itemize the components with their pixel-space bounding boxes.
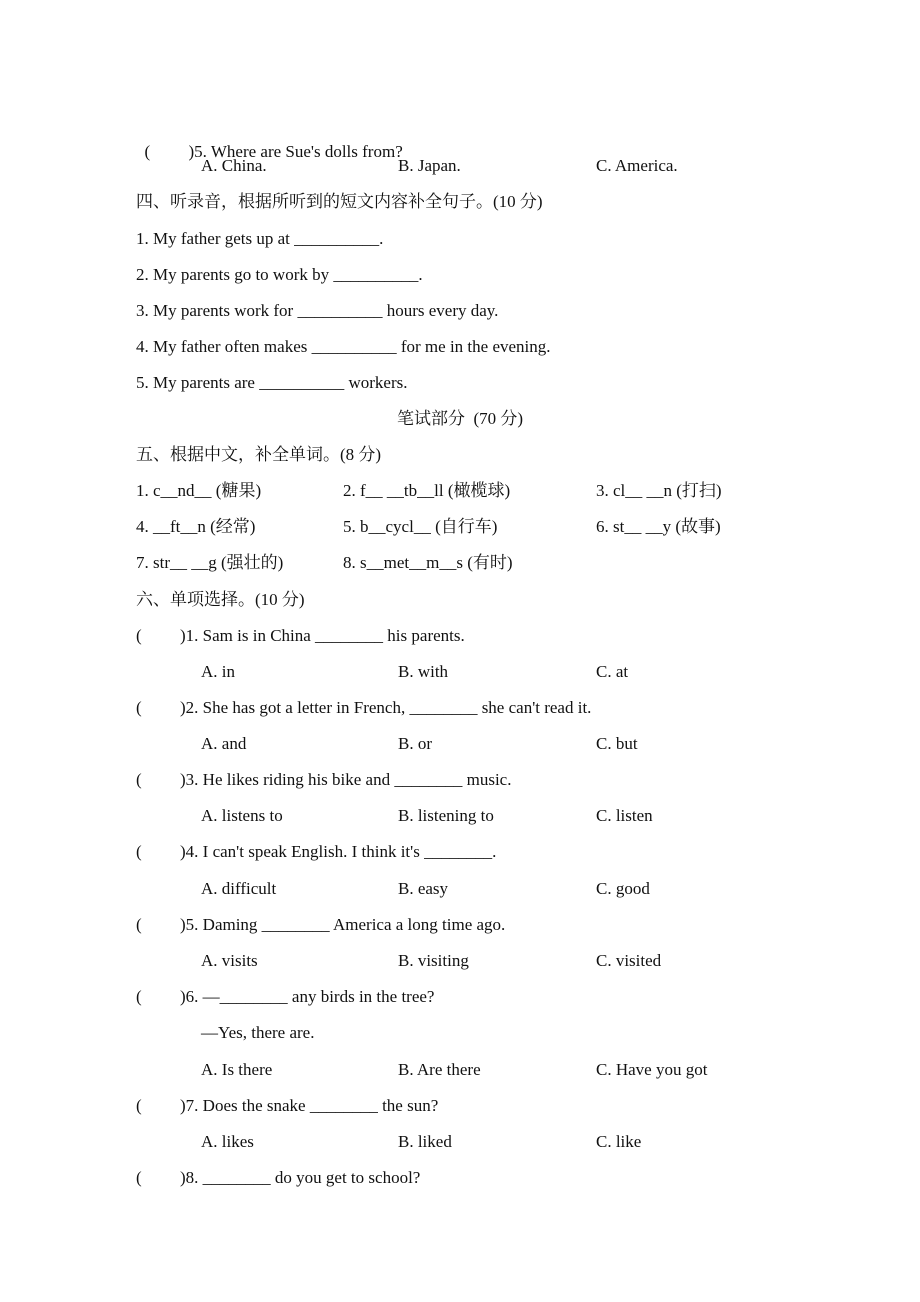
fill-item[interactable]: 5. My parents are __________ workers. [136, 373, 408, 392]
option-b: B. Japan. [398, 156, 461, 175]
answer-paren[interactable]: ( [144, 142, 151, 161]
written-part-title: 笔试部分 (70 分) [396, 409, 524, 428]
word-item[interactable]: 1. c__nd__ (糖果) [136, 481, 262, 500]
question-row [136, 119, 403, 161]
question-row [136, 697, 591, 719]
option-c: C. visited [596, 951, 662, 970]
question-row [136, 1167, 420, 1189]
option-c: C. America. [596, 156, 678, 175]
section4-title: 四、听录音，根据所听到的短文内容补全句子。(10 分) [136, 192, 543, 211]
question-stem: )3. He likes riding his bike and ________ music. [180, 770, 512, 789]
option-c: C. good [596, 879, 650, 898]
word-item[interactable]: 3. cl__ __n (打扫) [596, 481, 722, 500]
option-a: A. difficult [201, 879, 277, 898]
option-a: A. listens to [201, 806, 283, 825]
question-stem: )6. —________ any birds in the tree? [180, 987, 435, 1006]
answer-paren[interactable]: ( [136, 842, 142, 861]
answer-paren[interactable]: ( [136, 987, 142, 1006]
option-a: A. China. [201, 156, 267, 175]
option-b: B. easy [398, 879, 449, 898]
question-stem: )5. Where are Sue's dolls from? [188, 142, 403, 161]
word-item[interactable]: 2. f__ __tb__ll (橄榄球) [343, 481, 511, 500]
option-b: B. listening to [398, 806, 494, 825]
answer-paren[interactable]: ( [136, 915, 142, 934]
answer-paren[interactable]: ( [136, 770, 142, 789]
word-item[interactable]: 6. st__ __y (故事) [596, 517, 721, 536]
question-stem: )2. She has got a letter in French, ________ she can't read it. [180, 698, 592, 717]
dialogue-reply: —Yes, there are. [201, 1023, 315, 1042]
question-row [136, 986, 434, 1008]
question-row [136, 841, 496, 863]
option-a: A. likes [201, 1132, 254, 1151]
option-b: B. or [398, 734, 432, 753]
question-row [136, 914, 505, 936]
option-b: B. with [398, 662, 449, 681]
answer-paren[interactable]: ( [136, 1096, 142, 1115]
fill-item[interactable]: 4. My father often makes __________ for me in the evening. [136, 337, 551, 356]
option-a: A. Is there [201, 1060, 273, 1079]
option-b: B. visiting [398, 951, 469, 970]
fill-item[interactable]: 3. My parents work for __________ hours every day. [136, 301, 499, 320]
word-item[interactable]: 5. b__cycl__ (自行车) [343, 517, 498, 536]
question-row [136, 625, 465, 647]
word-item[interactable]: 8. s__met__m__s (有时) [343, 553, 513, 572]
question-stem: )7. Does the snake ________ the sun? [180, 1096, 439, 1115]
question-row [136, 1095, 438, 1117]
question-stem: )8. ________ do you get to school? [180, 1168, 421, 1187]
option-a: A. and [201, 734, 247, 753]
word-item[interactable]: 7. str__ __g (强壮的) [136, 553, 284, 572]
question-stem: )1. Sam is in China ________ his parents. [180, 626, 465, 645]
question-stem: )5. Daming ________ America a long time ago. [180, 915, 506, 934]
section6-title: 六、单项选择。(10 分) [136, 590, 305, 609]
answer-paren[interactable]: ( [136, 698, 142, 717]
option-c: C. but [596, 734, 638, 753]
option-b: B. Are there [398, 1060, 481, 1079]
answer-paren[interactable]: ( [136, 626, 142, 645]
option-c: C. listen [596, 806, 653, 825]
word-item[interactable]: 4. __ft__n (经常) [136, 517, 256, 536]
section5-title: 五、根据中文，补全单词。(8 分) [136, 445, 382, 464]
option-c: C. like [596, 1132, 642, 1151]
option-c: C. Have you got [596, 1060, 708, 1079]
fill-item[interactable]: 2. My parents go to work by __________. [136, 265, 423, 284]
option-c: C. at [596, 662, 629, 681]
question-stem: )4. I can't speak English. I think it's ________. [180, 842, 497, 861]
option-b: B. liked [398, 1132, 452, 1151]
answer-paren[interactable]: ( [136, 1168, 142, 1187]
question-row [136, 769, 511, 791]
option-a: A. in [201, 662, 235, 681]
fill-item[interactable]: 1. My father gets up at __________. [136, 229, 384, 248]
option-a: A. visits [201, 951, 258, 970]
